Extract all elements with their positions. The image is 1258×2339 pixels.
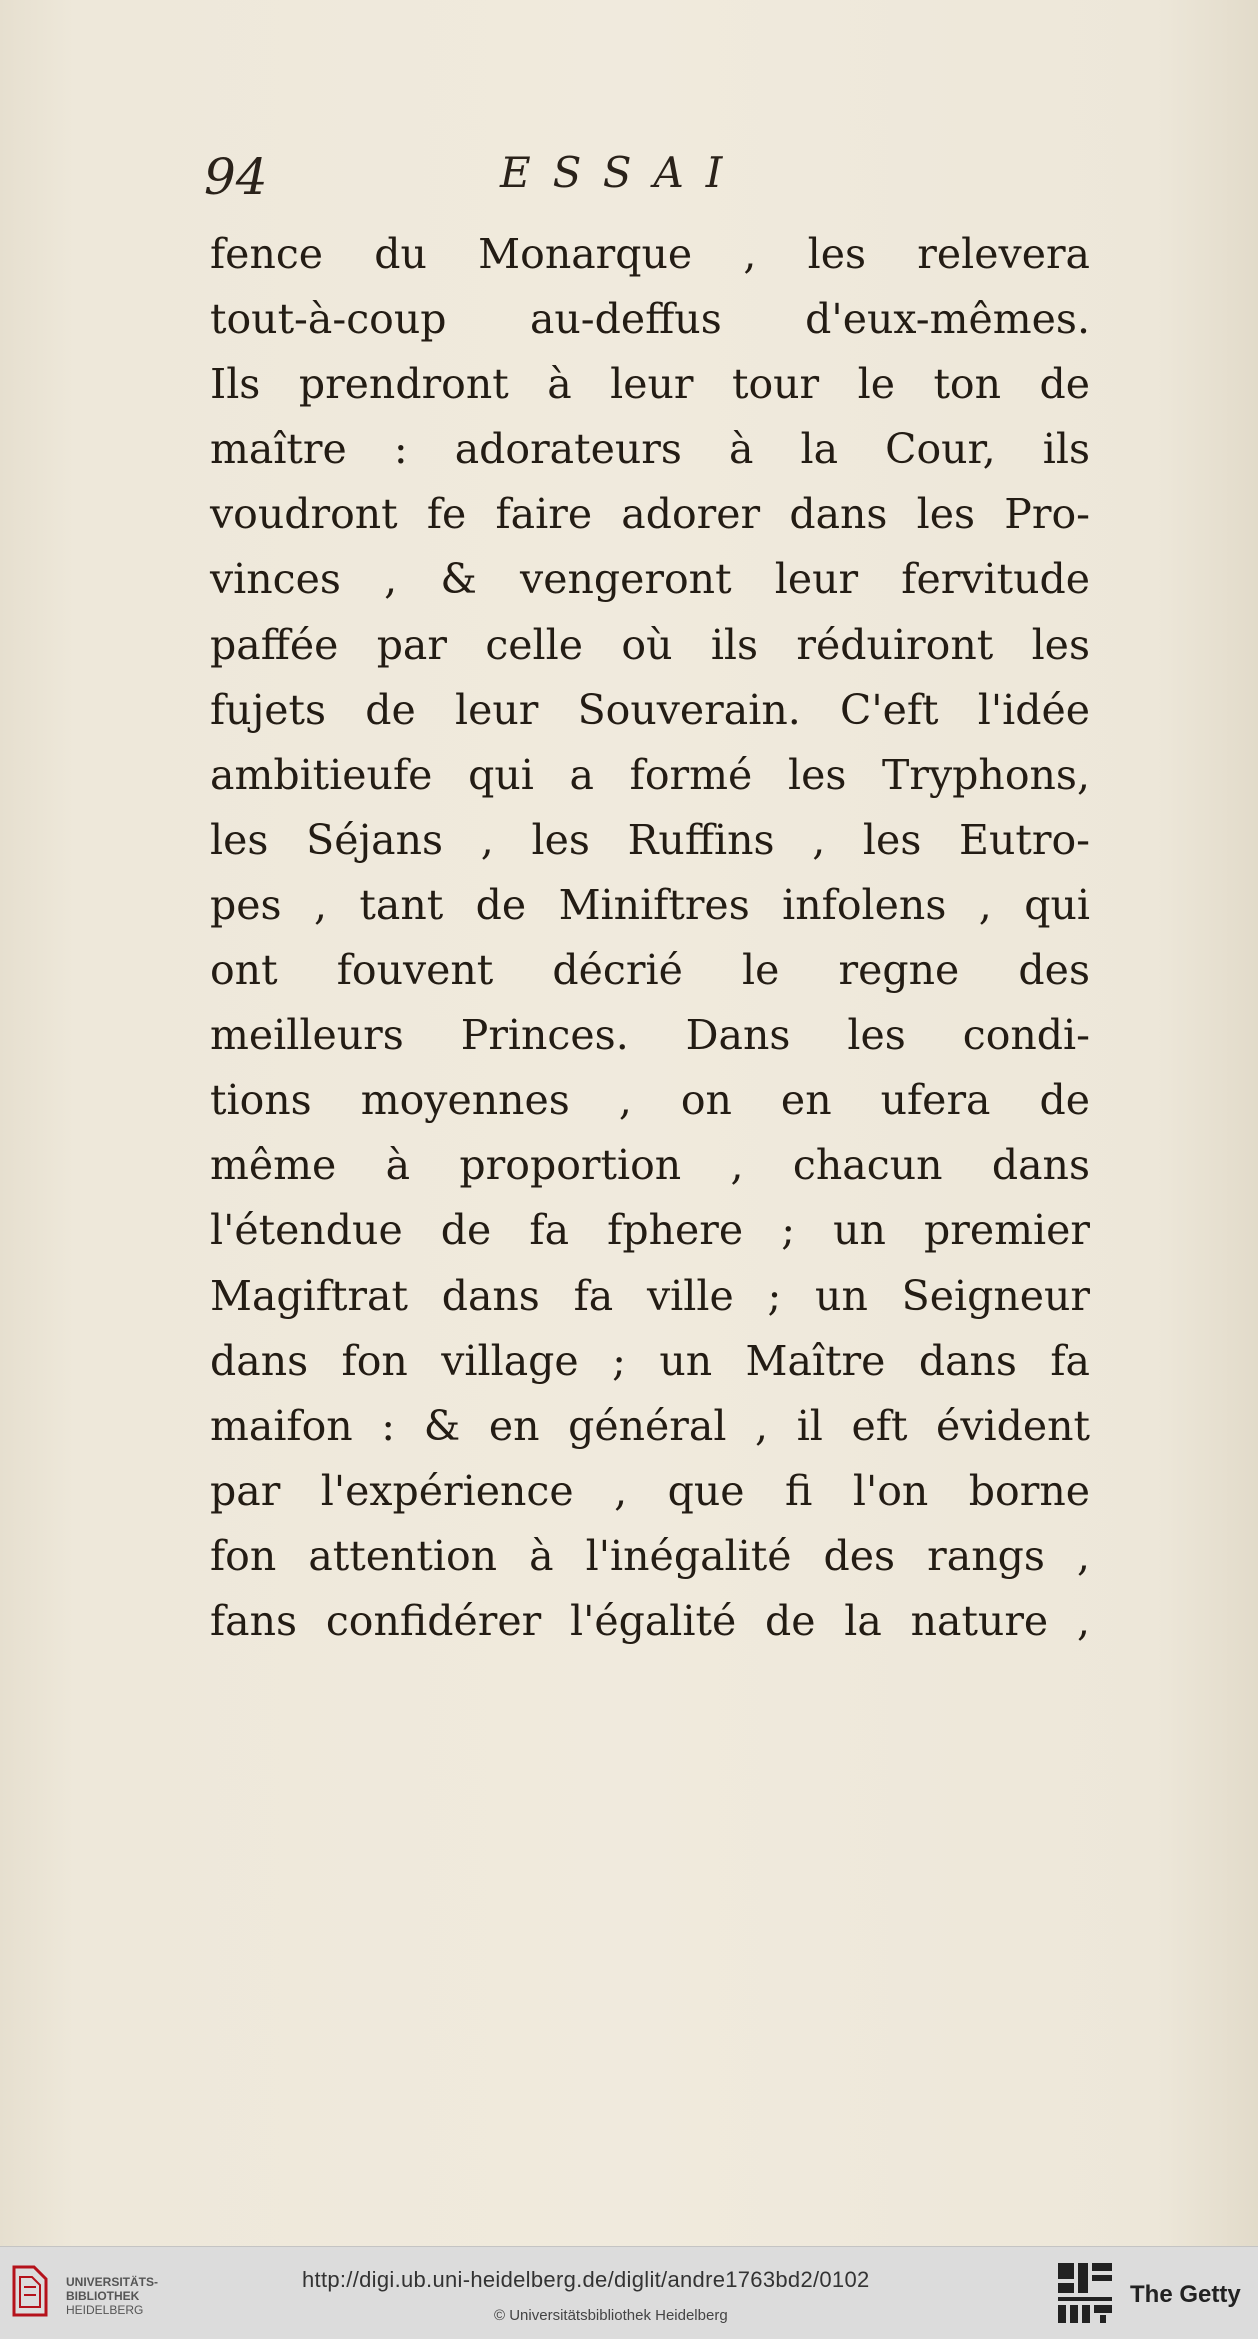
- getty-name: The Getty: [1130, 2281, 1241, 2308]
- text-line: Ils prendront à leur tour le ton de: [210, 360, 1090, 409]
- header-title: ESSAI: [500, 148, 745, 197]
- page-number: 94: [204, 148, 268, 206]
- text-line: l'étendue de fa fphere ; un premier: [210, 1206, 1090, 1255]
- library-name: UNIVERSITÄTS- BIBLIOTHEK HEIDELBERG: [66, 2275, 159, 2317]
- text-line: tions moyennes , on en ufera de: [210, 1076, 1090, 1125]
- ub-heidelberg-icon: [10, 2263, 50, 2319]
- text-line: maître : adorateurs à la Cour, ils: [210, 425, 1090, 474]
- text-line: les Séjans , les Ruffins , les Eutro-: [210, 815, 1090, 864]
- text-line: ambitieufe qui a formé les Tryphons,: [210, 750, 1090, 799]
- body-text: [210, 222, 1090, 1654]
- text-line: paffée par celle où ils réduiront les: [210, 620, 1090, 669]
- text-line: Magiftrat dans fa ville ; un Seigneur: [210, 1271, 1090, 1320]
- text-line: pes , tant de Miniftres infolens , qui: [210, 880, 1090, 929]
- getty-logo-icon[interactable]: [1056, 2261, 1114, 2327]
- text-line: tout-à-coup au-deffus d'eux-mêmes.: [210, 295, 1090, 344]
- footer-bar: [0, 2246, 1258, 2339]
- text-line: maifon : & en général , il eft évident: [210, 1401, 1090, 1450]
- copyright-notice: © Universitätsbibliothek Heidelberg: [494, 2307, 728, 2324]
- text-line: ont fouvent décrié le regne des: [210, 946, 1090, 995]
- text-line: voudront fe faire adorer dans les Pro-: [210, 490, 1090, 539]
- running-head: [204, 148, 1084, 208]
- text-line: fon attention à l'inégalité des rangs ,: [210, 1531, 1090, 1580]
- university-library-logo[interactable]: [10, 2263, 160, 2325]
- text-line: par l'expérience , que fi l'on borne: [210, 1466, 1090, 1515]
- text-line: dans fon village ; un Maître dans fa: [210, 1336, 1090, 1385]
- text-line: fence du Monarque , les relevera: [210, 230, 1090, 278]
- permalink-url[interactable]: http://digi.ub.uni-heidelberg.de/diglit/andre1763bd2/0102: [302, 2267, 870, 2292]
- text-line: vinces , & vengeront leur fervitude: [210, 555, 1090, 604]
- text-line: fans confidérer l'égalité de la nature ,: [210, 1596, 1090, 1645]
- text-line: meilleurs Princes. Dans les condi-: [210, 1011, 1090, 1060]
- text-line: fujets de leur Souverain. C'eft l'idée: [210, 685, 1090, 734]
- text-line: même à proportion , chacun dans: [210, 1141, 1090, 1190]
